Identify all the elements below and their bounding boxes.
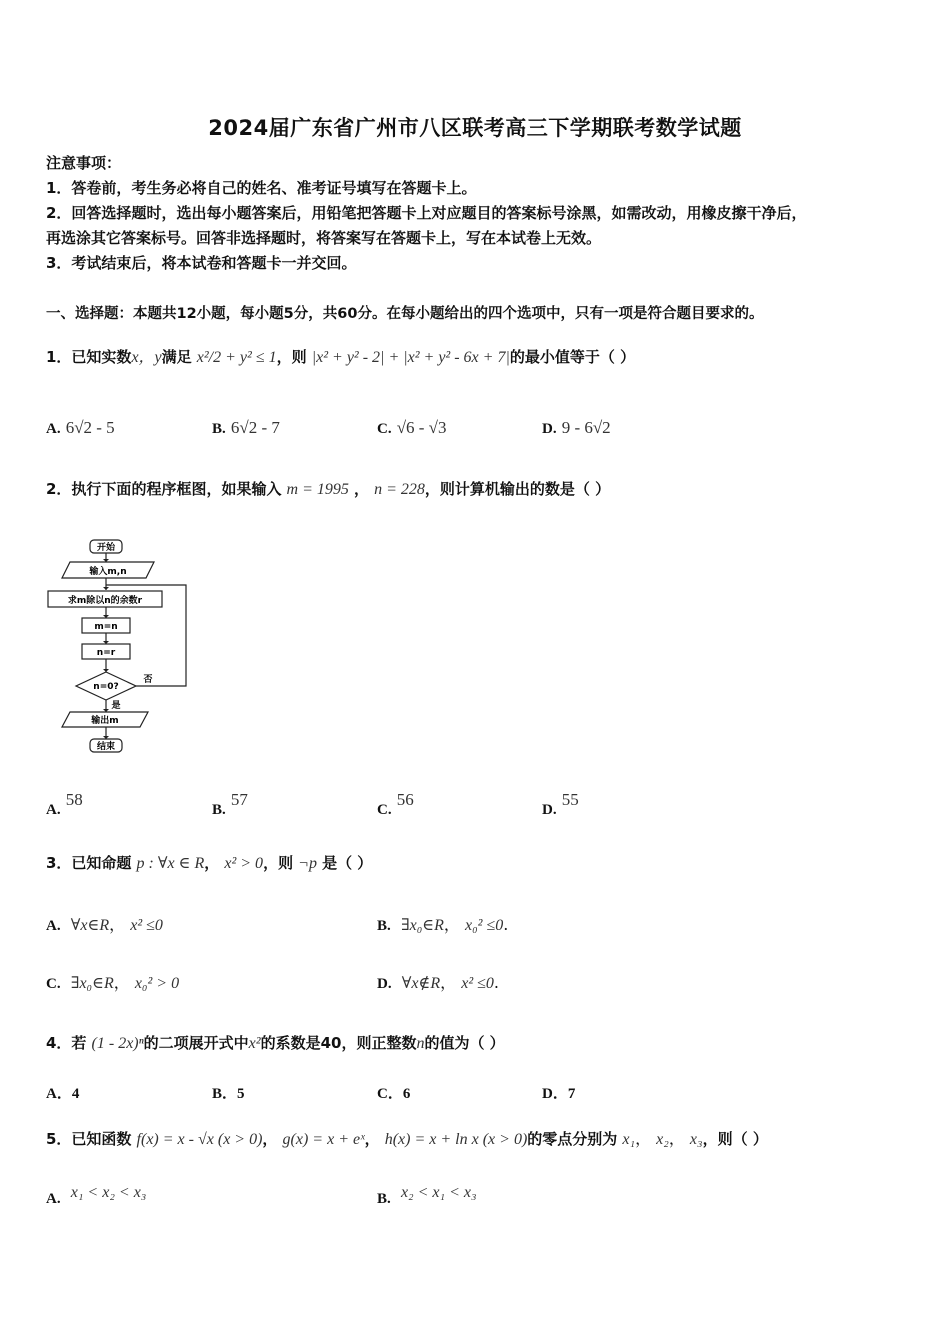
q1-option-d[interactable]: D. 9 - 6√2	[542, 418, 611, 437]
q5-f: f(x) = x - √x (x > 0)	[136, 1131, 263, 1148]
question-5: 5．已知函数 f(x) = x - √x (x > 0)， g(x) = x + eˣ， h(x) = x + ln x (x > 0)的零点分别为 x₁， x₂， x₃，则（ ）	[46, 1129, 768, 1148]
q5-option-a[interactable]: A. x₁ < x₂ < x₃	[46, 1184, 147, 1207]
q5-suffix: ，则（ ）	[702, 1130, 768, 1148]
q4-option-d[interactable]: D．7	[542, 1086, 576, 1102]
q4-prefix: 4．若	[46, 1034, 87, 1052]
q1-condition: x²/2 + y² ≤ 1	[196, 349, 277, 366]
q3-sep: ，	[204, 854, 220, 872]
q3-proposition: p : ∀x ∈ R	[136, 855, 205, 872]
q4-mid2: 的系数是40，则正整数	[260, 1034, 417, 1052]
q5-x1: x₁	[622, 1131, 636, 1148]
q2-option-b[interactable]: B. 57	[212, 790, 248, 818]
q3-suffix: 是（ ）	[322, 854, 373, 872]
flow-end-label: 结束	[96, 742, 116, 752]
q5-prefix: 5．已知函数	[46, 1130, 132, 1148]
flow-yes-label: 是	[111, 701, 121, 711]
question-4	[46, 1032, 505, 1053]
q1-option-b[interactable]: B. 6√2 - 7	[212, 418, 280, 437]
flow-no-label: 否	[143, 675, 153, 685]
q3-prefix: 3．已知命题	[46, 854, 132, 872]
q3-condition: x² > 0	[224, 855, 264, 872]
notice-item-2b: 再选涂其它答案标号。回答非选择题时，将答案写在答题卡上，写在本试卷上无效。	[46, 229, 602, 247]
q3-mid: ，则	[263, 854, 294, 872]
q1-suffix: 的最小值等于（ ）	[509, 348, 636, 366]
q3-option-c[interactable]: C. ∃x₀∈R， x₀² > 0	[46, 973, 180, 992]
q2-option-d[interactable]: D. 55	[542, 790, 579, 818]
q1-option-c[interactable]: C. √6 - √3	[377, 418, 447, 437]
question-3	[46, 852, 372, 873]
q1-prefix: 1．已知实数	[46, 348, 132, 366]
question-1	[46, 344, 635, 367]
q3-option-a[interactable]: A. ∀x∈R， x² ≤0	[46, 915, 163, 934]
q1-mid2: ，则	[276, 348, 307, 366]
notice-heading: 注意事项：	[46, 154, 122, 172]
q5-g: g(x) = x + eˣ	[282, 1131, 365, 1148]
q1-expression: |x² + y² - 2| + |x² + y² - 6x + 7|	[311, 349, 510, 366]
q5-option-b[interactable]: B. x₂ < x₁ < x₃	[377, 1184, 477, 1207]
q2-sep: ，	[354, 480, 370, 498]
q2-suffix: ，则计算机输出的数是（ ）	[424, 480, 611, 498]
q3-option-b[interactable]: B. ∃x₀∈R， x₀² ≤0.	[377, 915, 509, 934]
q4-expression: (1 - 2x)ⁿ	[91, 1035, 144, 1052]
flow-start-label: 开始	[96, 543, 116, 553]
q2-m: m = 1995	[286, 481, 349, 498]
q3-negation: ¬p	[298, 855, 317, 872]
q5-sep1: ，	[262, 1130, 278, 1148]
flow-assign-n-label: n=r	[96, 648, 116, 658]
notice-item-2a: 2．回答选择题时，选出每小题答案后，用铅笔把答题卡上对应题目的答案标号涂黑，如需改动，用橡皮擦干净后，	[46, 204, 807, 222]
q2-n: n = 228	[374, 481, 425, 498]
notice-item-1: 1．答卷前，考生务必将自己的姓名、准考证号填写在答题卡上。	[46, 179, 477, 197]
q4-option-b[interactable]: B．5	[212, 1086, 245, 1102]
q1-mid1: 满足	[161, 348, 192, 366]
q4-x2: x²	[248, 1035, 261, 1052]
q5-x2: x₂	[656, 1131, 669, 1148]
flow-decision-label: n=0?	[93, 682, 119, 692]
q4-option-c[interactable]: C．6	[377, 1086, 411, 1102]
q2-option-c[interactable]: C. 56	[377, 790, 414, 818]
q5-mid: 的零点分别为	[527, 1130, 618, 1148]
question-2	[46, 478, 610, 499]
q4-option-a[interactable]: A．4	[46, 1086, 80, 1102]
q5-sep2: ，	[364, 1130, 380, 1148]
q2-prefix: 2．执行下面的程序框图，如果输入	[46, 480, 282, 498]
notice-item-3: 3．考试结束后，将本试卷和答题卡一并交回。	[46, 254, 357, 272]
q2-option-a[interactable]: A. 58	[46, 790, 83, 818]
q4-mid1: 的二项展开式中	[143, 1034, 249, 1052]
flow-input-label: 输入m,n	[89, 567, 127, 577]
program-flowchart	[44, 536, 194, 758]
q5-x3: x₃	[689, 1131, 703, 1148]
q4-suffix: 的值为（ ）	[424, 1034, 505, 1052]
q5-h: h(x) = x + ln x (x > 0)	[384, 1131, 528, 1148]
page-title: 2024届广东省广州市八区联考高三下学期联考数学试题	[208, 116, 742, 140]
q3-option-d[interactable]: D. ∀x∉R， x² ≤0.	[377, 973, 500, 992]
section-heading: 一、选择题：本题共12小题，每小题5分，共60分。在每小题给出的四个选项中，只有一项是符合题目要求的。	[46, 306, 764, 322]
q1-option-a[interactable]: A. 6√2 - 5	[46, 418, 115, 437]
flow-assign-m-label: m=n	[94, 622, 118, 632]
q1-vars: x，y	[131, 349, 162, 366]
flow-output-label: 输出m	[91, 716, 119, 726]
flow-remainder-label: 求m除以n的余数r	[67, 596, 143, 606]
q4-n: n	[416, 1035, 425, 1052]
